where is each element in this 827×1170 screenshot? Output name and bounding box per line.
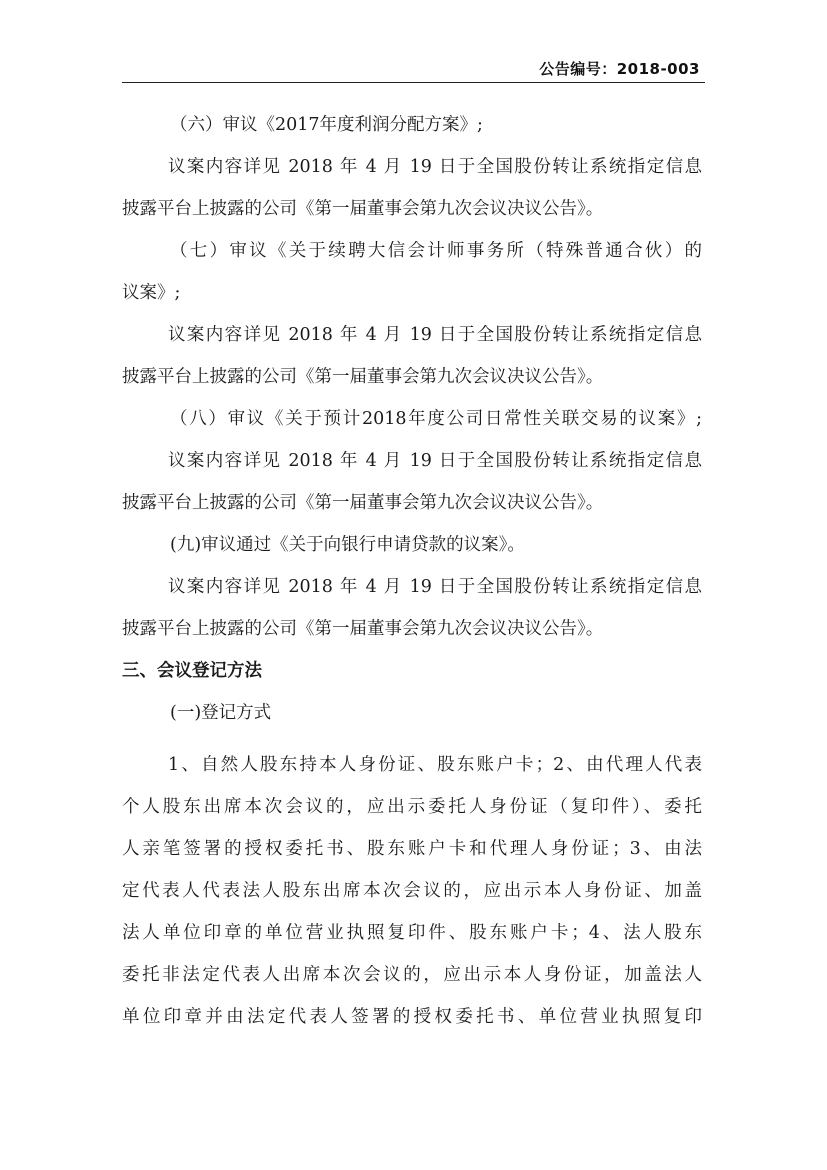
paragraph-line: 议案内容详见 2018 年 4 月 19 日于全国股份转让系统指定信息 <box>168 577 702 597</box>
paragraph-line: 议案内容详见 2018 年 4 月 19 日于全国股份转让系统指定信息 <box>168 325 702 345</box>
paragraph-line: 披露平台上披露的公司《第一届董事会第九次会议决议公告》。 <box>122 199 604 219</box>
paragraph-line: 法人单位印章的单位营业执照复印件、股东账户卡；4、法人股东 <box>122 923 702 943</box>
section-heading: 三、会议登记方法 <box>122 661 262 681</box>
paragraph-line: 个人股东出席本次会议的，应出示委托人身份证（复印件）、委托 <box>122 797 702 817</box>
item-6-title: （六）审议《2017年度利润分配方案》; <box>170 115 483 135</box>
subsection-heading: (一)登记方式 <box>170 703 272 723</box>
paragraph-line: 定代表人代表法人股东出席本次会议的，应出示本人身份证、加盖 <box>122 881 702 901</box>
item-8-title: （八）审议《关于预计2018年度公司日常性关联交易的议案》; <box>170 409 702 429</box>
paragraph-line: 1、自然人股东持本人身份证、股东账户卡；2、由代理人代表 <box>168 755 702 775</box>
item-7-title: （七）审议《关于续聘大信会计师事务所（特殊普通合伙）的 <box>170 241 702 261</box>
header-divider <box>122 82 705 83</box>
paragraph-line: 单位印章并由法定代表人签署的授权委托书、单位营业执照复印 <box>122 1007 702 1027</box>
paragraph-line: 披露平台上披露的公司《第一届董事会第九次会议决议公告》。 <box>122 367 604 387</box>
paragraph-line: 人亲笔签署的授权委托书、股东账户卡和代理人身份证；3、由法 <box>122 839 702 859</box>
paragraph-line: 议案内容详见 2018 年 4 月 19 日于全国股份转让系统指定信息 <box>168 157 702 177</box>
item-9-title: (九)审议通过《关于向银行申请贷款的议案》。 <box>170 535 525 555</box>
paragraph-line: 委托非法定代表人出席本次会议的，应出示本人身份证，加盖法人 <box>122 965 702 985</box>
paragraph-line: 披露平台上披露的公司《第一届董事会第九次会议决议公告》。 <box>122 619 604 639</box>
notice-number: 公告编号：2018-003 <box>539 60 700 78</box>
paragraph-line: 议案内容详见 2018 年 4 月 19 日于全国股份转让系统指定信息 <box>168 451 702 471</box>
document-body <box>122 104 702 1038</box>
paragraph-line: 披露平台上披露的公司《第一届董事会第九次会议决议公告》。 <box>122 493 604 513</box>
item-7-title-cont: 议案》; <box>122 283 181 303</box>
